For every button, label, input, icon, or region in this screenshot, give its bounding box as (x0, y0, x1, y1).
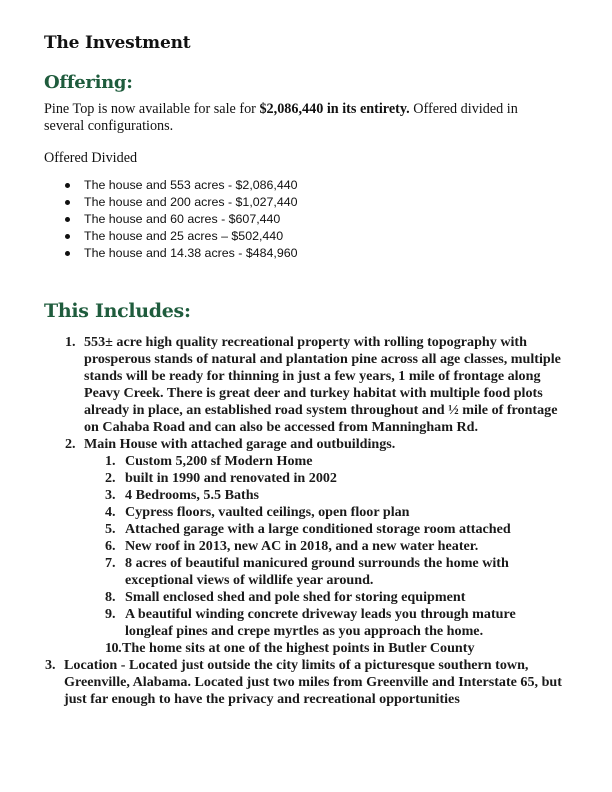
bullet-icon (65, 200, 70, 205)
feature-text: Cypress floors, vaulted ceilings, open floor plan (125, 504, 410, 520)
includes-item (44, 334, 574, 436)
feature-number: 9. (105, 606, 116, 622)
item-text: Location - Located just outside the city limits of a picturesque southern town, Greenville, Alabama. Located just two miles from Greenville and Interstate 65, but just far enough to have the privacy and recreational opportunities (64, 657, 562, 707)
offering-option-text: The house and 14.38 acres - $484,960 (84, 246, 298, 261)
feature-text: The home sits at one of the highest points in Butler County (122, 640, 475, 656)
item-number: 1. (65, 334, 76, 350)
feature-text: 8 acres of beautiful manicured ground surrounds the home with exceptional views of wildlife year around. (125, 555, 509, 588)
feature-text: built in 1990 and renovated in 2002 (125, 470, 337, 486)
item-number: 2. (65, 436, 76, 452)
offering-option-text: The house and 553 acres - $2,086,440 (84, 178, 298, 192)
item-text: 553± acre high quality recreational property with rolling topography with prosperous stands of natural and plantation pine across all age classes, multiple stands will be ready for thinning in just a few years, 1 mile of frontage along Peavy Creek. There is great deer and turkey habitat with multiple food plots already in place, an established road system throughout and ½ mile of frontage on Cahaba Road and can also be accessed from Manningham Rd. (84, 334, 561, 435)
offering-heading: Offering: (44, 72, 133, 93)
feature-text: Small enclosed shed and pole shed for storing equipment (125, 589, 466, 605)
feature-number: 1. (105, 453, 116, 469)
offering-option (44, 177, 298, 194)
house-feature (84, 521, 527, 538)
includes-heading: This Includes: (44, 300, 191, 322)
house-feature (84, 555, 527, 589)
includes-item (24, 657, 574, 708)
offering-intro-tail: Offered divided in several configurations. (44, 101, 518, 134)
feature-text: New roof in 2013, new AC in 2018, and a new water heater. (125, 538, 479, 554)
feature-number: 8. (105, 589, 116, 605)
offering-option (44, 194, 298, 211)
feature-text: Attached garage with a large conditioned storage room attached (125, 521, 511, 537)
house-feature (84, 504, 527, 521)
offering-option-text: The house and 200 acres - $1,027,440 (84, 195, 298, 210)
offering-intro (44, 101, 544, 135)
house-feature (84, 487, 527, 504)
offering-option-text: The house and 25 acres – $502,440 (84, 229, 284, 244)
feature-text: 4 Bedrooms, 5.5 Baths (125, 487, 260, 503)
feature-number: 10. (105, 640, 122, 656)
house-features-list (84, 453, 574, 657)
page-title: The Investment (44, 33, 191, 53)
includes-item (44, 436, 574, 657)
offering-option-text: The house and 60 acres - $607,440 (84, 212, 281, 227)
includes-list (44, 334, 574, 708)
house-feature (84, 538, 527, 555)
offered-divided-label: Offered Divided (44, 150, 138, 166)
house-feature (84, 453, 527, 470)
house-feature (84, 606, 527, 640)
feature-number: 3. (105, 487, 116, 503)
feature-text: A beautiful winding concrete driveway leads you through mature longleaf pines and crepe myrtles as you approach the home. (125, 606, 516, 639)
item-text: Main House with attached garage and outbuildings. (84, 436, 396, 452)
offering-option (44, 228, 298, 245)
bullet-icon (65, 217, 70, 222)
feature-text: Custom 5,200 sf Modern Home (125, 453, 313, 469)
offering-options-list (44, 177, 298, 262)
feature-number: 2. (105, 470, 116, 486)
house-feature (84, 470, 527, 487)
offering-intro-text: Pine Top is now available for sale for (44, 101, 260, 117)
offering-total-price: $2,086,440 in its entirety. (259, 101, 410, 117)
feature-number: 5. (105, 521, 116, 537)
offering-option (44, 245, 298, 262)
offering-option (44, 211, 298, 228)
feature-number: 7. (105, 555, 116, 571)
feature-number: 4. (105, 504, 116, 520)
house-feature (84, 640, 527, 657)
bullet-icon (65, 183, 70, 188)
feature-number: 6. (105, 538, 116, 554)
bullet-icon (65, 234, 70, 239)
house-feature (84, 589, 527, 606)
item-number: 3. (45, 657, 56, 673)
bullet-icon (65, 251, 70, 256)
